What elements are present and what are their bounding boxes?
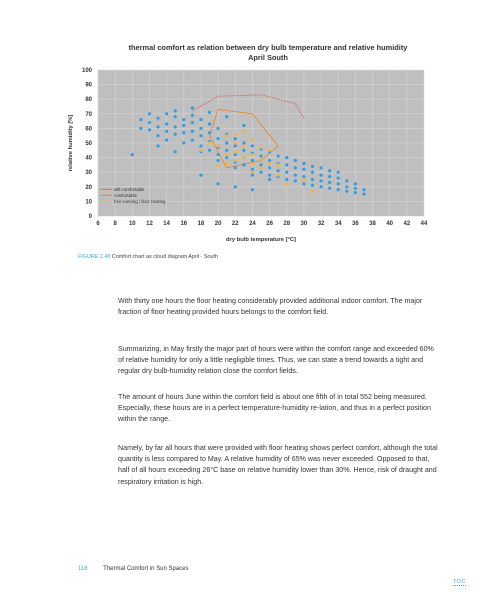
free-running-point <box>156 134 159 137</box>
free-running-point <box>319 174 322 177</box>
free-running-point <box>319 179 322 182</box>
free-running-point <box>131 153 134 156</box>
figure-caption <box>78 254 218 260</box>
floor-heating-point <box>225 162 228 165</box>
free-running-point <box>337 176 340 179</box>
chart-subtitle: April South <box>248 53 288 62</box>
free-running-point <box>328 169 331 172</box>
free-running-point <box>165 122 168 125</box>
free-running-point <box>174 115 177 118</box>
floor-heating-point <box>208 141 211 144</box>
free-running-point <box>208 149 211 152</box>
free-running-point <box>294 179 297 182</box>
y-tick-label: 70 <box>85 111 92 118</box>
free-running-point <box>208 111 211 114</box>
floor-heating-point <box>259 166 262 169</box>
free-running-point <box>191 121 194 124</box>
floor-heating-point <box>242 130 245 133</box>
free-running-point <box>319 185 322 188</box>
floor-heating-point <box>259 157 262 160</box>
x-tick-label: 26 <box>266 221 273 227</box>
free-running-point <box>148 112 151 115</box>
floor-heating-point <box>285 182 288 185</box>
free-running-point <box>165 112 168 115</box>
free-running-point <box>242 124 245 127</box>
free-running-point <box>259 155 262 158</box>
free-running-point <box>217 153 220 156</box>
floor-heating-point <box>302 178 305 181</box>
floor-heating-point <box>277 174 280 177</box>
free-running-point <box>225 149 228 152</box>
floor-heating-point <box>217 144 220 147</box>
free-running-point <box>337 182 340 185</box>
y-tick-label: 80 <box>85 97 92 104</box>
free-running-point <box>259 163 262 166</box>
free-running-point <box>199 118 202 121</box>
free-running-point <box>362 188 365 191</box>
y-tick-label: 100 <box>81 68 92 74</box>
floor-heating-point <box>251 171 254 174</box>
toc-link[interactable]: TOC <box>452 579 466 585</box>
free-running-point <box>285 178 288 181</box>
free-running-point <box>165 138 168 141</box>
free-running-point <box>337 188 340 191</box>
free-running-point <box>259 171 262 174</box>
figure-label: FIGURE 2.48 <box>78 254 111 260</box>
comfort-chart <box>0 0 486 250</box>
free-running-point <box>345 190 348 193</box>
x-tick-labels <box>96 221 428 227</box>
free-running-point <box>139 127 142 130</box>
x-tick-label: 16 <box>180 221 188 227</box>
free-running-point <box>217 127 220 130</box>
x-tick-label: 42 <box>403 221 411 227</box>
x-tick-label: 24 <box>249 221 256 227</box>
free-running-point <box>354 182 357 185</box>
free-running-point <box>174 133 177 136</box>
free-running-point <box>139 118 142 121</box>
chart-title: thermal comfort as relation between dry bulb temperature and relative humidity <box>128 43 408 52</box>
x-tick-label: 20 <box>214 221 222 227</box>
free-running-point <box>302 168 305 171</box>
free-running-point <box>199 127 202 130</box>
x-tick-label: 40 <box>386 221 394 227</box>
free-running-point <box>165 130 168 133</box>
floor-heating-point <box>277 163 280 166</box>
y-tick-label: 90 <box>85 82 92 89</box>
legend-label: free-running / floor heating <box>114 198 166 204</box>
free-running-point <box>199 174 202 177</box>
free-running-point <box>302 182 305 185</box>
free-running-point <box>217 159 220 162</box>
free-running-point <box>268 166 271 169</box>
free-running-point <box>302 162 305 165</box>
free-running-point <box>234 137 237 140</box>
free-running-point <box>242 141 245 144</box>
free-running-point <box>294 174 297 177</box>
free-running-point <box>319 166 322 169</box>
free-running-point <box>156 125 159 128</box>
running-title: Thermal Comfort in Sun Spaces <box>103 566 189 572</box>
free-running-point <box>251 144 254 147</box>
free-running-point <box>345 179 348 182</box>
free-running-point <box>242 163 245 166</box>
free-running-point <box>277 155 280 158</box>
floor-heating-point <box>268 149 271 152</box>
free-running-point <box>251 168 254 171</box>
x-tick-label: 18 <box>197 221 205 227</box>
free-running-point <box>225 156 228 159</box>
paragraph-3: The amount of hours June within the comfort field is about one fifth of in total 552 being measured. Especially, these hours are in a perfect temperature-humidity re-lation, and thus in a perfect position within the range. <box>118 393 431 424</box>
free-running-point <box>268 178 271 181</box>
free-running-point <box>354 187 357 190</box>
x-tick-label: 30 <box>300 221 308 227</box>
page-footer <box>78 566 189 572</box>
x-tick-label: 22 <box>231 221 239 227</box>
floor-heating-point <box>234 141 237 144</box>
free-running-point <box>208 131 211 134</box>
free-running-point <box>251 174 254 177</box>
free-running-point <box>294 166 297 169</box>
paragraph-1: With thirty one hours the floor heating considerably provided additional indoor comfort. The major fraction of floor heating provided hours belongs to the comfort field. <box>118 297 423 317</box>
free-running-point <box>199 134 202 137</box>
free-running-point <box>234 166 237 169</box>
y-tick-label: 30 <box>85 170 92 177</box>
paragraph-2: Summarizing, in May firstly the major part of hours were within the comfort range and exceeded 60% of relative humidity for only a little negligible times. Thus, we can state a trend towards a tight and regular dry bulb-humidity relation close the comfort fields. <box>118 345 434 376</box>
floor-heating-point <box>225 153 228 156</box>
free-running-point <box>285 163 288 166</box>
floor-heating-point <box>268 162 271 165</box>
x-tick-label: 8 <box>113 221 117 227</box>
free-running-point <box>182 118 185 121</box>
free-running-point <box>268 174 271 177</box>
free-running-point <box>328 181 331 184</box>
x-tick-label: 36 <box>352 221 359 227</box>
free-running-point <box>337 171 340 174</box>
x-tick-label: 28 <box>283 221 291 227</box>
floor-heating-point <box>311 190 314 193</box>
x-tick-label: 32 <box>317 221 325 227</box>
free-running-point <box>191 106 194 109</box>
x-tick-label: 10 <box>128 221 136 227</box>
x-tick-label: 38 <box>369 221 376 227</box>
floor-heating-point <box>251 153 254 156</box>
free-running-point <box>191 138 194 141</box>
free-running-point <box>268 159 271 162</box>
free-running-point <box>311 184 314 187</box>
free-running-point <box>174 125 177 128</box>
legend-label: comfortable <box>114 192 137 198</box>
y-tick-label: 40 <box>85 155 92 162</box>
x-tick-label: 14 <box>163 221 170 227</box>
floor-heating-point <box>234 150 237 153</box>
free-running-point <box>191 130 194 133</box>
free-running-point <box>311 171 314 174</box>
floor-heating-point <box>234 133 237 136</box>
free-running-point <box>148 128 151 131</box>
free-running-point <box>277 169 280 172</box>
free-running-point <box>328 187 331 190</box>
free-running-point <box>225 115 228 118</box>
y-tick-labels <box>82 68 93 220</box>
figure-caption-text: Comfort chart as cloud diagram April - South <box>111 254 218 260</box>
free-running-point <box>362 193 365 196</box>
y-tick-label: 20 <box>85 184 92 191</box>
legend-label: still comfortable <box>114 186 145 192</box>
free-running-point <box>311 178 314 181</box>
free-running-point <box>302 175 305 178</box>
free-running-point <box>251 188 254 191</box>
free-running-point <box>345 185 348 188</box>
free-running-point <box>217 182 220 185</box>
y-tick-label: 10 <box>85 199 92 206</box>
free-running-point <box>294 159 297 162</box>
x-tick-label: 44 <box>420 221 428 227</box>
free-running-point <box>182 141 185 144</box>
free-running-point <box>208 122 211 125</box>
floor-heating-point <box>242 146 245 149</box>
free-running-point <box>174 150 177 153</box>
floor-heating-point <box>234 159 237 162</box>
free-running-point <box>285 156 288 159</box>
free-running-point <box>285 171 288 174</box>
free-running-point <box>148 121 151 124</box>
free-running-point <box>354 191 357 194</box>
free-running-point <box>328 175 331 178</box>
floor-heating-point <box>242 156 245 159</box>
floor-heating-point <box>259 146 262 149</box>
x-tick-label: 6 <box>96 221 100 227</box>
y-tick-label: 50 <box>85 141 92 147</box>
free-running-point <box>156 117 159 120</box>
free-running-point <box>311 165 314 168</box>
free-running-point <box>182 131 185 134</box>
floor-heating-point <box>199 149 202 152</box>
page-number: 116 <box>78 566 88 572</box>
free-running-point <box>199 144 202 147</box>
y-axis-label: relative humidity [%] <box>68 114 74 172</box>
x-axis-label: dry bulb temperature [°C] <box>226 237 296 243</box>
x-tick-label: 34 <box>334 221 342 227</box>
floor-heating-point <box>225 134 228 137</box>
floor-heating-point <box>251 162 254 165</box>
free-running-point <box>234 185 237 188</box>
free-running-point <box>182 124 185 127</box>
paragraph-4: Namely, by far all hours that were provided with floor heating shows perfect comfort, although the total quantity is less compared to May. A relative humidity of 65% was never exceeded. Opposed to that, half of all hours exceeding 26°C base on relative humidity lower than 30%. Hence, risk of draught and respiratory irritation is high. <box>118 444 438 486</box>
free-running-point <box>234 144 237 147</box>
free-running-point <box>191 114 194 117</box>
floor-heating-point <box>217 163 220 166</box>
free-running-point <box>242 149 245 152</box>
free-running-point <box>234 153 237 156</box>
free-running-point <box>225 141 228 144</box>
y-tick-label: 60 <box>85 126 92 133</box>
free-running-point <box>217 137 220 140</box>
floor-heating-point <box>251 138 254 141</box>
free-running-point <box>174 109 177 112</box>
free-running-point <box>156 144 159 147</box>
y-tick-label: 0 <box>88 214 92 220</box>
x-tick-label: 12 <box>146 221 153 227</box>
free-running-point <box>251 159 254 162</box>
